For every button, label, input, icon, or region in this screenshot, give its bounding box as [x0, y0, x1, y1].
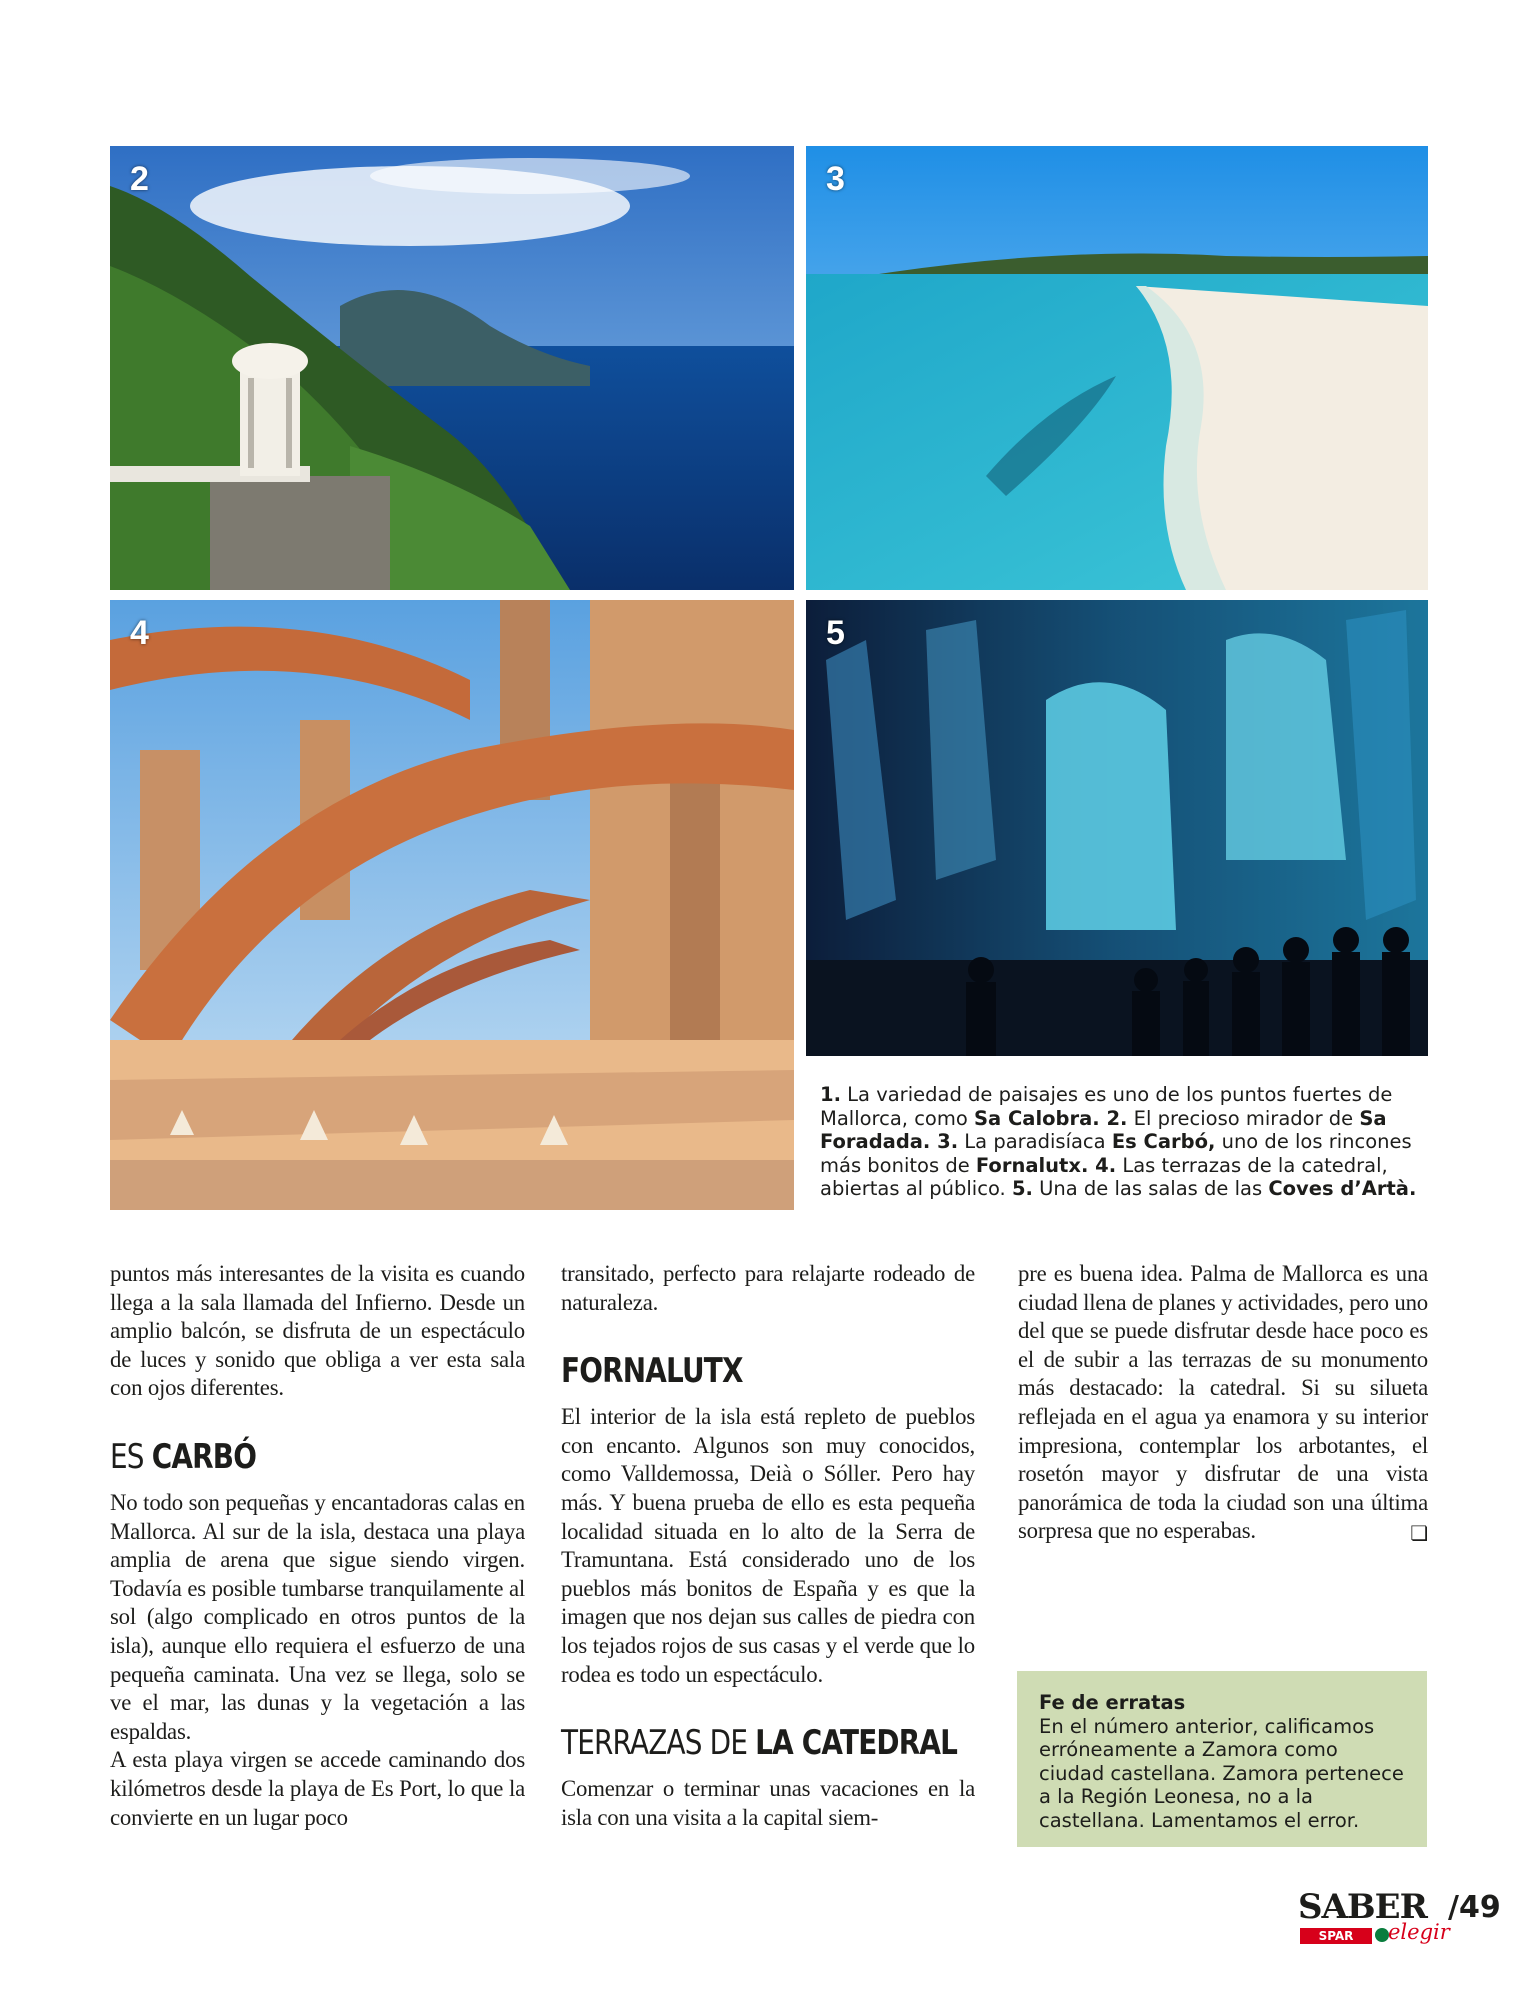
body-paragraph: pre es buena idea. Palma de Mallorca es una ciudad llena de planes y actividades, pero uno del que se puede disfrutar desde hace poco es el de subir a las terrazas de su monumento más destacado: la catedral. Si su silueta reflejada en el agua ya enamora y su interior impresiona, contemplar los arbotantes, el rosetón mayor y disfrutar de una vista panorámica de toda la ciudad son una última sorpresa que no esperabas. ❏	[1018, 1261, 1428, 1546]
photo-number: 5	[826, 614, 845, 652]
errata-title: Fe de erratas	[1039, 1691, 1186, 1714]
spar-tree-icon	[1375, 1928, 1389, 1942]
text-column-1	[110, 1260, 525, 1832]
section-heading-terrazas-catedral: TERRAZAS DE LA CATEDRAL	[561, 1723, 958, 1764]
text-column-3	[1018, 1260, 1428, 1546]
body-paragraph: puntos más interesantes de la visita es cuando llega a la sala llamada del Infierno. Desde un amplio balcón, se disfruta de un espectáculo de luces y sonido que obliga a ver esta sala con ojos diferentes.	[110, 1261, 525, 1401]
body-paragraph: No todo son pequeñas y encantadoras calas en Mallorca. Al sur de la isla, destaca una playa amplia de arena que sigue siendo virgen. Todavía es posible tumbarse tranquilamente al sol (algo complicado en otros puntos de la isla), aunque ello requiera el esfuerzo de una pequeña caminata. Una vez se llega, solo se ve el mar, las dunas y la vegetación a las espaldas.	[110, 1489, 525, 1744]
end-of-article-icon: ❏	[1410, 1521, 1428, 1546]
body-paragraph: transitado, perfecto para relajarte rodeado de naturaleza.	[561, 1261, 975, 1315]
body-paragraph: El interior de la isla está repleto de pueblos con encanto. Algunos son muy conocidos, como Valldemossa, Deià o Sóller. Pero hay más. Y buena prueba de ello es esta pequeña localidad situada en lo alto de la Serra de Tramuntana. Está considerado uno de los pueblos más bonitos de España y es que la imagen que nos dejan sus calles de piedra con los tejados rojos de sus casas y el verde que lo rodea es todo un espectáculo.	[561, 1404, 975, 1687]
photo-cathedral-terraces	[110, 600, 794, 1210]
logo-saber-word: SABER	[1298, 1887, 1427, 1927]
page-number: /49	[1448, 1890, 1501, 1925]
photo-caption: 1. La variedad de paisajes es uno de los puntos fuertes de Mallorca, como Sa Calobra. 2. El precioso mirador de Sa Foradada. 3. La paradisíaca Es Carbó, uno de los rincones más bonitos de Fornalutx. 4. Las terrazas de la catedral, abiertas al público. 5. Una de las salas de las Coves d’Artà.	[820, 1083, 1417, 1200]
text-column-2	[561, 1260, 975, 1832]
photo-coves-darta	[806, 600, 1428, 1056]
photo-sa-foradada	[110, 146, 794, 590]
photo-number: 4	[130, 614, 149, 652]
logo-elegir-word: elegir	[1388, 1920, 1450, 1944]
photo-es-carbo	[806, 146, 1428, 590]
errata-text: En el número anterior, calificamos erróneamente a Zamora como ciudad castellana. Zamora pertenece a la Región Leonesa, no a la castellana. Lamentamos el error.	[1039, 1714, 1404, 1832]
logo-spar-badge: SPAR	[1300, 1928, 1372, 1944]
section-heading-fornalutx: FORNALUTX	[561, 1351, 743, 1392]
saber-elegir-logo	[1298, 1887, 1450, 1946]
errata-box	[1017, 1671, 1427, 1847]
photo-number: 2	[130, 160, 149, 198]
photo-number: 3	[826, 160, 845, 198]
body-paragraph: A esta playa virgen se accede caminando dos kilómetros desde la playa de Es Port, lo que la convierte en un lugar poco	[110, 1747, 525, 1830]
body-paragraph: Comenzar o terminar unas vacaciones en la isla con una visita a la capital siem-	[561, 1776, 975, 1830]
section-heading-es-carbo: ES CARBÓ	[110, 1436, 257, 1477]
